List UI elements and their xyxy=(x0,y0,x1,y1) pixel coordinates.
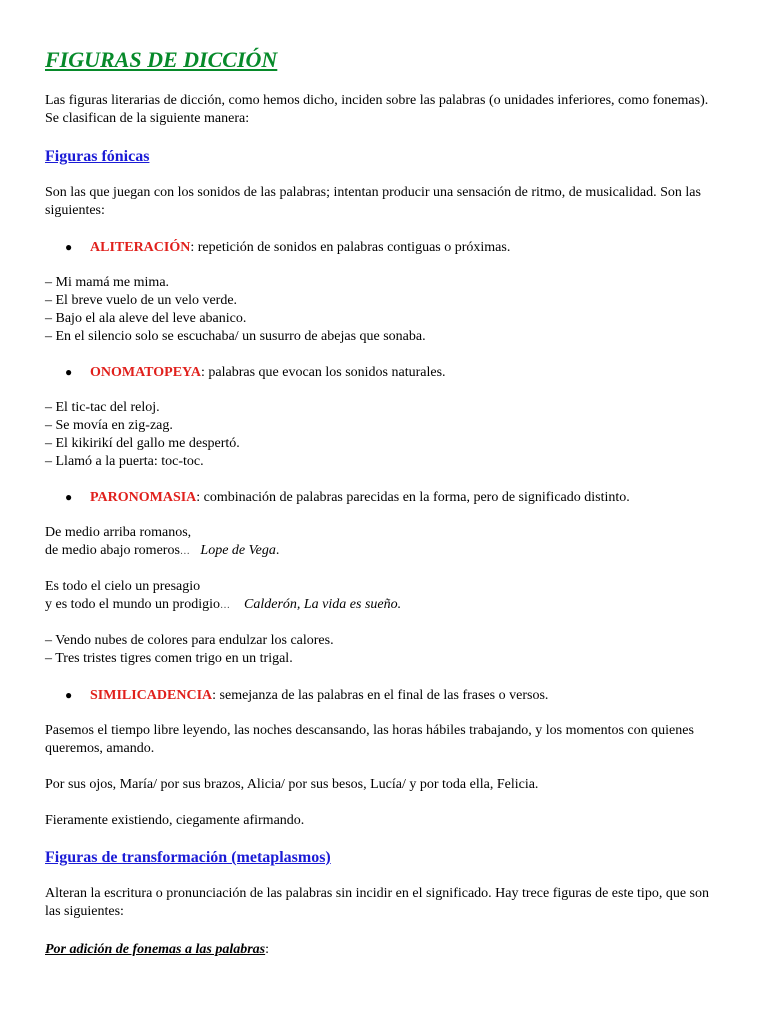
verse-line xyxy=(45,596,725,615)
paragraph-similicadencia-3: Fieramente existiendo, ciegamente afirmando. xyxy=(45,813,305,828)
verse-author: Lope de Vega xyxy=(200,543,276,558)
term-onomatopeya: ONOMATOPEYA xyxy=(90,365,201,380)
definition-similicadencia: : semejanza de las palabras en el final de las frases o versos. xyxy=(212,688,549,703)
example-line: – El breve vuelo de un velo verde. xyxy=(45,293,238,308)
examples-paronomasia xyxy=(45,632,725,668)
verse-line: De medio arriba romanos, xyxy=(45,525,192,540)
ellipsis: … xyxy=(179,546,190,557)
definition-aliteracion: : repetición de sonidos en palabras contiguas o próximas. xyxy=(190,240,511,255)
ellipsis: … xyxy=(220,600,230,611)
paragraph-similicadencia-1: Pasemos el tiempo libre leyendo, las noches descansando, las horas hábiles trabajando, y los momentos con quienes queremos, amando. xyxy=(45,723,694,756)
verse-author: Calderón, La vida es sueño. xyxy=(244,597,402,612)
subheading-adicion xyxy=(45,941,725,959)
verse-text: de medio abajo romeros xyxy=(45,543,180,558)
list-item-onomatopeya xyxy=(65,363,725,382)
section-intro-transformacion: Alteran la escritura o pronunciación de las palabras sin incidir en el significado. Hay trece figuras de este tipo, que son las siguientes: xyxy=(45,886,709,919)
bullet-icon: ● xyxy=(65,365,73,379)
bullet-icon: ● xyxy=(65,688,73,702)
section-intro-fonicas: Son las que juegan con los sonidos de las palabras; intentan producir una sensación de ritmo, de musicalidad. Son las siguientes: xyxy=(45,185,701,218)
bullet-icon: ● xyxy=(65,240,73,254)
page-title: FIGURAS DE DICCIÓN xyxy=(45,47,278,72)
example-line: – Mi mamá me mima. xyxy=(45,275,170,290)
example-line: – En el silencio solo se escuchaba/ un susurro de abejas que sonaba. xyxy=(45,329,426,344)
example-line: – Llamó a la puerta: toc-toc. xyxy=(45,454,204,469)
section-heading-figuras-fonicas: Figuras fónicas xyxy=(45,148,150,165)
definition-paronomasia: : combinación de palabras parecidas en la forma, pero de significado distinto. xyxy=(196,490,630,505)
list-item-similicadencia xyxy=(65,686,725,705)
definition-onomatopeya: : palabras que evocan los sonidos naturales. xyxy=(200,365,446,380)
example-line: – El tic-tac del reloj. xyxy=(45,400,160,415)
examples-aliteracion xyxy=(45,274,725,346)
verse-line: Es todo el cielo un presagio xyxy=(45,579,201,594)
term-paronomasia: PARONOMASIA xyxy=(90,490,197,505)
term-aliteracion: ALITERACIÓN xyxy=(90,240,191,255)
paragraph-similicadencia-2: Por sus ojos, María/ por sus brazos, Alicia/ por sus besos, Lucía/ y por toda ella, Felicia. xyxy=(45,777,539,792)
term-similicadencia: SIMILICADENCIA xyxy=(90,688,213,703)
verse-line xyxy=(45,542,725,561)
bullet-icon: ● xyxy=(65,490,73,504)
intro-paragraph: Las figuras literarias de dicción, como hemos dicho, inciden sobre las palabras (o unidades inferiores, como fonemas). Se clasifican de la siguiente manera: xyxy=(45,93,709,126)
example-line: – Se movía en zig-zag. xyxy=(45,418,173,433)
examples-onomatopeya xyxy=(45,399,725,471)
example-line: – El kikirikí del gallo me despertó. xyxy=(45,436,240,451)
list-item-aliteracion xyxy=(65,238,725,257)
verse-end: . xyxy=(275,543,280,558)
subheading-text: Por adición de fonemas a las palabras xyxy=(45,942,266,957)
example-line: – Vendo nubes de colores para endulzar los calores. xyxy=(45,633,334,648)
verse-text: y es todo el mundo un prodigio xyxy=(45,597,220,612)
verse-calderon xyxy=(45,578,725,615)
verse-lope xyxy=(45,524,725,561)
example-line: – Tres tristes tigres comen trigo en un trigal. xyxy=(45,651,293,666)
list-item-paronomasia xyxy=(65,488,725,507)
section-heading-transformacion: Figuras de transformación (metaplasmos) xyxy=(45,849,331,866)
subheading-colon: : xyxy=(265,942,270,957)
example-line: – Bajo el ala aleve del leve abanico. xyxy=(45,311,247,326)
